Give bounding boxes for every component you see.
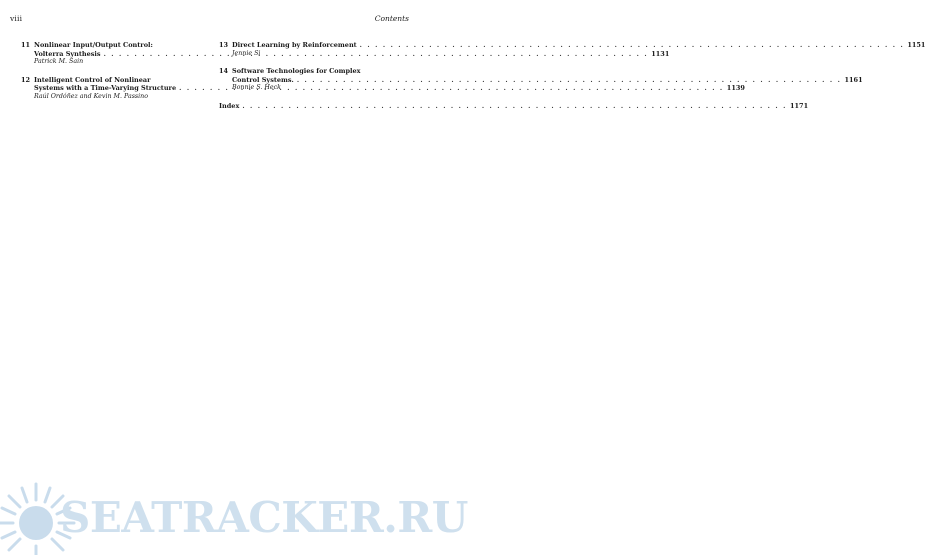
chapter-author: Raúl Ordóñez and Kevin M. Passino [34, 92, 149, 100]
running-head: Contents [374, 14, 409, 23]
chapter-title-tail: Control Systems. [232, 75, 294, 84]
chapter-author: Bonnie S. Heck [232, 84, 281, 91]
chapter-number: 11 [21, 41, 31, 49]
chapter-number: 12 [21, 75, 31, 84]
chapter-author: Patrick M. Sain [34, 58, 84, 65]
chapter-number: 14 [219, 67, 229, 75]
chapter-page: 1161 [844, 75, 863, 84]
chapter-title-line: Intelligent Control of Nonlinear [34, 75, 151, 84]
chapter-page: 1131 [651, 49, 670, 58]
chapter-title-line: Software Technologies for Complex [232, 67, 361, 75]
dot-leader [297, 76, 842, 85]
chapter-author: Jennie Si [232, 49, 261, 57]
page-number: viii [10, 14, 23, 23]
chapter-title-leader [232, 41, 925, 50]
chapter-page: 1139 [726, 84, 745, 92]
dot-leader [242, 102, 787, 111]
index-leader [219, 101, 809, 111]
chapter-title-line: Nonlinear Input/Output Control: [34, 41, 153, 49]
watermark-text: SEATRACKER.RU [60, 493, 468, 542]
index-label: Index [219, 101, 240, 110]
chapter-page: 1151 [907, 41, 925, 49]
index-page: 1171 [790, 101, 809, 110]
chapter-title-tail: Direct Learning by Reinforcement [232, 41, 357, 49]
toc-entry-index[interactable] [219, 101, 809, 111]
chapter-title-tail: Volterra Synthesis [34, 49, 101, 58]
chapter-title-tail: Systems with a Time-Varying Structure [34, 84, 177, 92]
dot-leader [360, 41, 905, 50]
chapter-title-leader [232, 75, 863, 85]
chapter-number: 13 [219, 41, 229, 49]
